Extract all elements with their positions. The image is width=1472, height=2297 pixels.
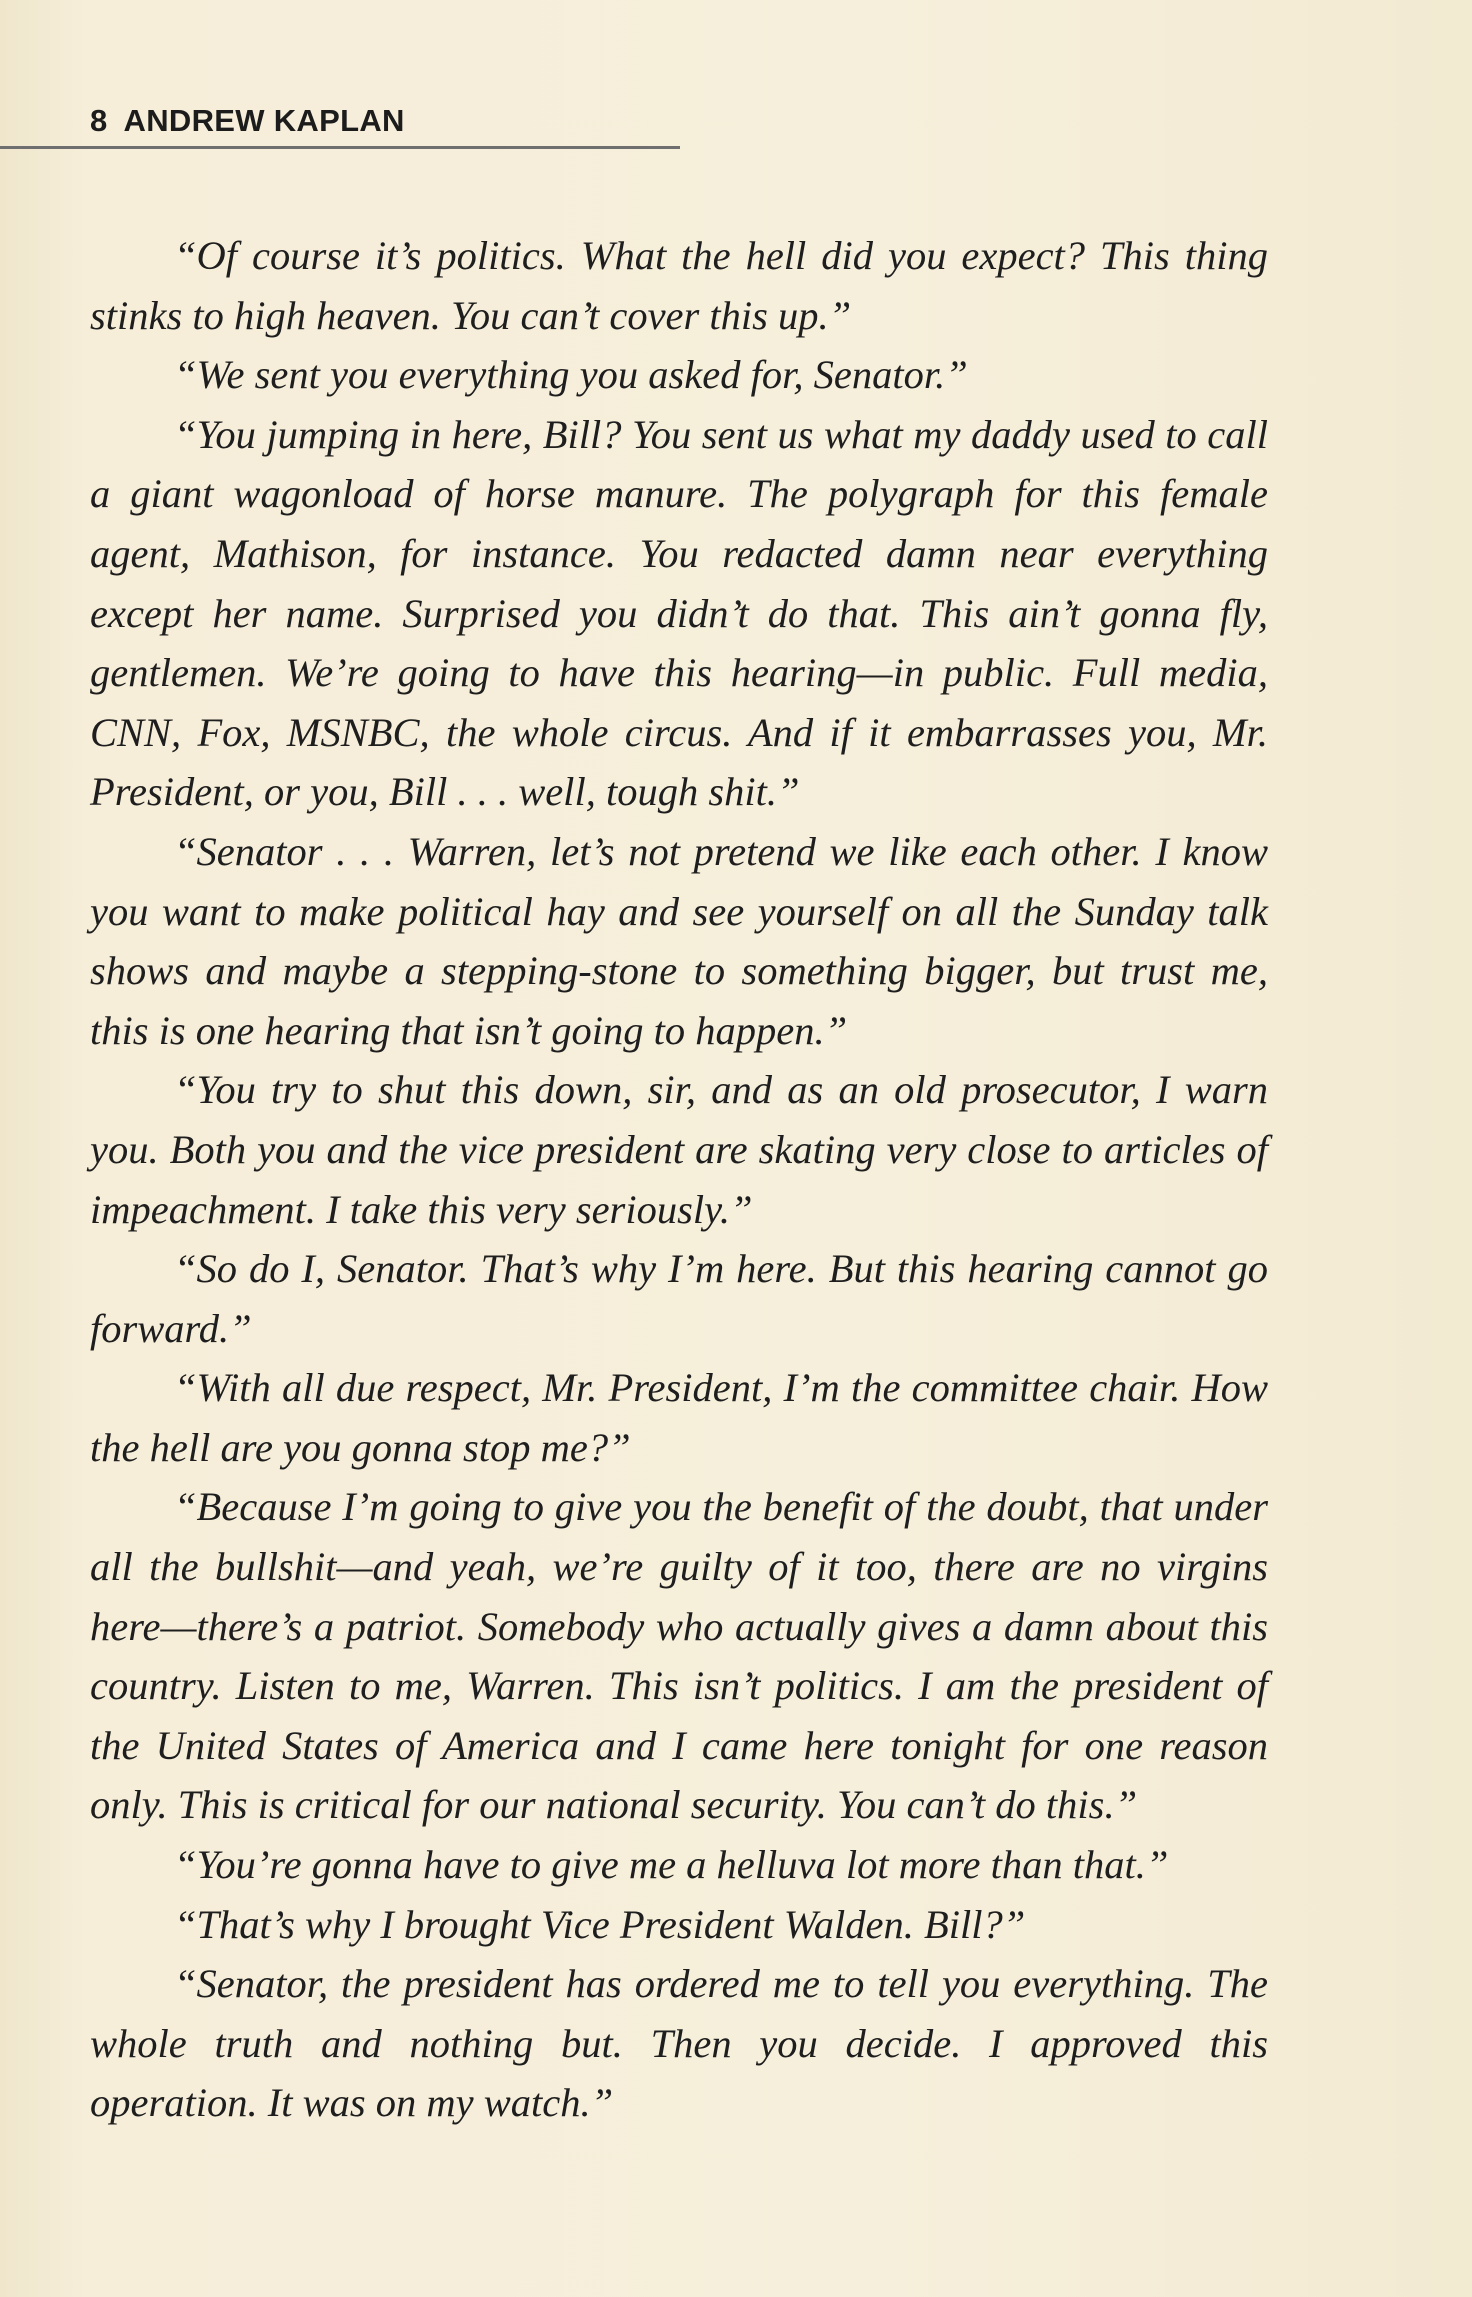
paragraph: “Senator . . . Warren, let’s not pretend we like each other. I know you want to make political hay and see yourself on all the Sunday talk shows and maybe a stepping-stone to something bigger, but trust me, this is one hearing that isn’t going to happen.” <box>90 828 1268 1053</box>
paragraph: “You’re gonna have to give me a helluva lot more than that.” <box>174 1842 1169 1888</box>
paragraph: “Of course it’s politics. What the hell did you expect? This thing stinks to high heaven. You can’t cover this up.” <box>90 233 1268 338</box>
author-name: ANDREW KAPLAN <box>123 103 405 138</box>
body-text <box>90 226 1268 2133</box>
paragraph: “You try to shut this down, sir, and as an old prosecutor, I warn you. Both you and the vice president are skating very close to articles of impeachment. I take this very seriously.” <box>90 1067 1268 1232</box>
paragraph: “With all due respect, Mr. President, I’m the committee chair. How the hell are you gonna stop me?” <box>90 1365 1268 1470</box>
running-head <box>90 103 405 139</box>
paragraph: “We sent you everything you asked for, Senator.” <box>174 352 968 398</box>
page-number: 8 <box>90 103 108 138</box>
paragraph: “You jumping in here, Bill? You sent us what my daddy used to call a giant wagonload of horse manure. The polygraph for this female agent, Mathison, for instance. You redacted damn near everything except her name. Surprised you didn’t do that. This ain’t gonna fly, gentlemen. We’re going to have this hearing—in public. Full media, CNN, Fox, MSNBC, the whole circus. And if it embarrasses you, Mr. President, or you, Bill . . . well, tough shit.” <box>90 411 1268 815</box>
paragraph: “Because I’m going to give you the benefit of the doubt, that under all the bullshit—and yeah, we’re guilty of it too, there are no virgins here—there’s a patriot. Somebody who actually gives a damn about this country. Listen to me, Warren. This isn’t politics. I am the president of the United States of America and I came here tonight for one reason only. This is critical for our national security. You can’t do this.” <box>90 1484 1268 1828</box>
paragraph: “So do I, Senator. That’s why I’m here. But this hearing cannot go forward.” <box>90 1246 1268 1351</box>
paragraph: “That’s why I brought Vice President Walden. Bill?” <box>174 1901 1026 1947</box>
paragraph: “Senator, the president has ordered me to tell you everything. The whole truth and nothing but. Then you decide. I approved this operation. It was on my watch.” <box>90 1961 1268 2126</box>
header-rule <box>0 146 680 149</box>
